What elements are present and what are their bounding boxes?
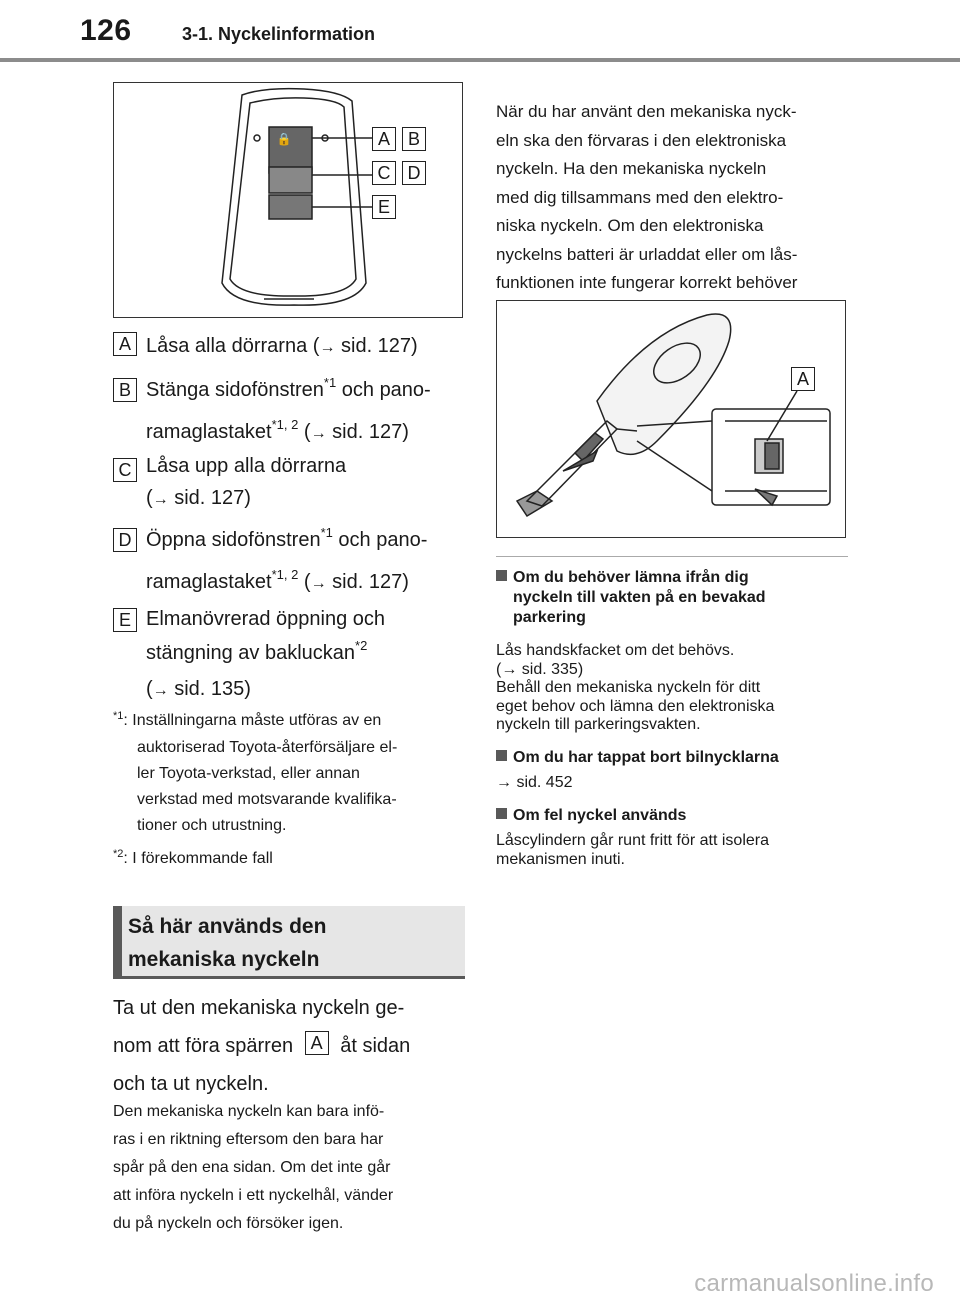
item-label-a: A xyxy=(113,332,137,356)
section-title: 3-1. Nyckelinformation xyxy=(182,24,376,44)
item-d-text: Öppna sidofönstren$^{*1}$ och pano- ramaglastaket$^{*1, 2}$ (→ sid. 127) xyxy=(146,525,428,593)
watermark: carmanualsonline.info xyxy=(694,1270,934,1297)
footnote-1: $^{*1}$: Inställningarna måste utföras av en auktoriserad Toyota-återförsäljare el- ler Toyota-verkstad, eller annan verkstad med motsvarande kvalifika- tioner och utrustning. xyxy=(113,710,398,834)
svg-text:🔒: 🔒 xyxy=(276,132,292,146)
section-heading-rule xyxy=(113,976,465,979)
item-b-text: Stänga sidofönstren$^{*1}$ och pano- ramaglastaket$^{*1, 2}$ (→ sid. 127) xyxy=(146,375,431,443)
smart-key-illustration xyxy=(114,83,461,316)
note-body-lost-keys: → sid. 452 xyxy=(496,774,573,791)
mechanical-key-figure xyxy=(496,300,846,538)
note-body-wrong-key: Låscylindern går runt fritt för att isolera mekanismen inuti. xyxy=(496,832,770,868)
inline-label-a: A xyxy=(305,1031,329,1055)
item-label-d: D xyxy=(113,528,137,552)
square-bullet-icon xyxy=(496,808,507,819)
note-heading-wrong-key: Om fel nyckel används xyxy=(496,806,856,826)
figure-label-b: B xyxy=(402,127,426,151)
figure2-label-a: A xyxy=(791,367,815,391)
footnote-2: $^{*2}$: I förekommande fall xyxy=(113,848,273,867)
section-heading: Så här används den mekaniska nyckeln xyxy=(113,906,465,978)
item-c-text: Låsa upp alla dörrarna (→ sid. 127) xyxy=(146,455,347,509)
page-number: 126 xyxy=(80,14,132,47)
mechanical-key-illustration xyxy=(497,301,844,536)
note-heading-lost-keys: Om du har tappat bort bilnycklarna xyxy=(496,748,856,768)
header-rule xyxy=(0,58,960,62)
figure-label-d: D xyxy=(402,161,426,185)
right-paragraph: När du har använt den mekaniska nyck- eln ska den förvaras i den elektroniska nyckeln. Ha den mekaniska nyckeln med dig tillsammans med den elektro- niska nyckeln. Om den elektroniska nyckelns batteri är urladdat eller om lås- funktionen inte fungerar korrekt behöver xyxy=(496,102,798,292)
figure-label-c: C xyxy=(372,161,396,185)
item-label-b: B xyxy=(113,378,137,402)
smart-key-figure xyxy=(113,82,463,318)
figure-label-e: E xyxy=(372,195,396,219)
square-bullet-icon xyxy=(496,570,507,581)
figure-label-a: A xyxy=(372,127,396,151)
square-bullet-icon xyxy=(496,750,507,761)
section-paragraph-1: Ta ut den mekaniska nyckeln ge- nom att föra spärren A åt sidan och ta ut nyckeln. xyxy=(113,997,411,1095)
item-e-text: Elmanövrerad öppning och stängning av bakluckan$^{*2}$ (→ sid. 135) xyxy=(146,608,386,700)
note-body-parking: Lås handskfacket om det behövs. (→ sid. 335) Behåll den mekaniska nyckeln för ditt eget behov och lämna den elektroniska nyckeln till parkeringsvakten. xyxy=(496,642,775,733)
note-heading-parking: Om du behöver lämna ifrån dig nyckeln till vakten på en bevakad parkering xyxy=(496,568,856,628)
section-paragraph-2: Den mekaniska nyckeln kan bara infö- ras i en riktning eftersom den bara har spår på den ena sidan. Om det inte går att införa nyckeln i ett nyckelhål, vänder du på nyckeln och försöker igen. xyxy=(113,1103,394,1232)
item-label-c: C xyxy=(113,458,137,482)
item-label-e: E xyxy=(113,608,137,632)
right-divider xyxy=(496,556,848,557)
item-a-text: Låsa alla dörrarna (→ sid. 127) xyxy=(146,335,418,357)
